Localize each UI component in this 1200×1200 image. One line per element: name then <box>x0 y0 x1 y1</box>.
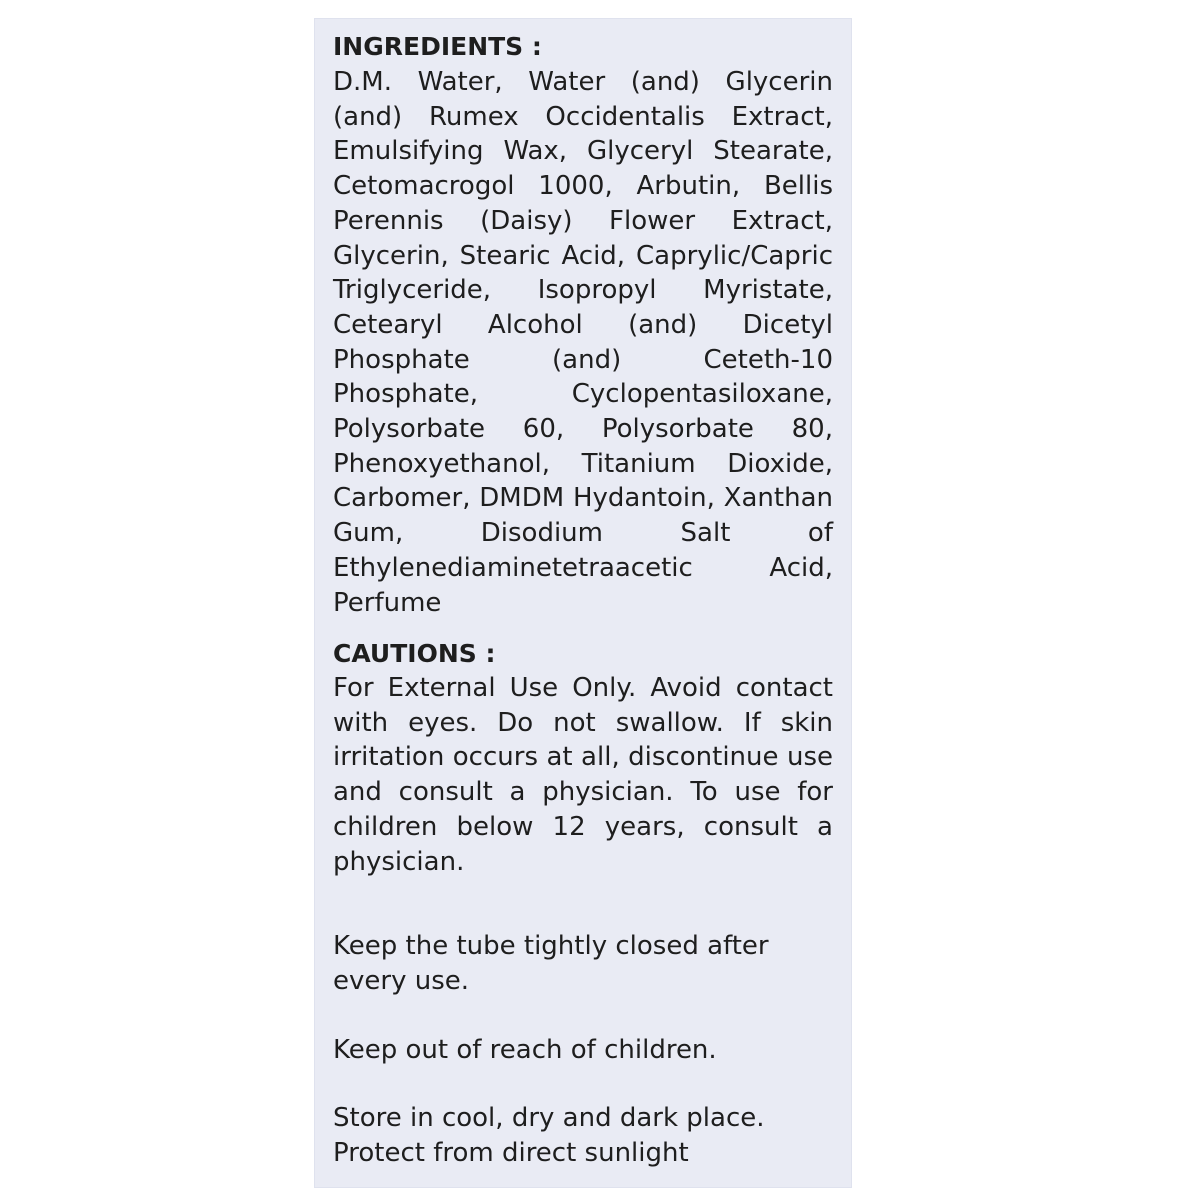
cautions-heading: CAUTIONS : <box>333 639 496 668</box>
storage-note-tube-closed: Keep the tube tightly closed after every use. <box>333 931 769 996</box>
storage-note-cool-dry-place: Store in cool, dry and dark place. Protect from direct sunlight <box>333 1103 765 1168</box>
cautions-text: For External Use Only. Avoid contact with eyes. Do not swallow. If skin irritation occurs at all, discontinue use and consult a physician. To use for children below 12 years, consult a physician. <box>333 673 833 877</box>
storage-note-children: Keep out of reach of children. <box>333 1035 717 1065</box>
ingredients-heading: INGREDIENTS : <box>333 32 542 61</box>
ingredients-list: D.M. Water, Water (and) Glycerin (and) Rumex Occidentalis Extract, Emulsifying Wax, Glyceryl Stearate, Cetomacrogol 1000, Arbutin, Bellis Perennis (Daisy) Flower Extract, Glycerin, Stearic Acid, Caprylic/Capric Triglyceride, Isopropyl Myristate, Cetearyl Alcohol (and) Dicetyl Phosphate (and) Ceteth-10 Phosphate, Cyclopentasiloxane, Polysorbate 60, Polysorbate 80, Phenoxyethanol, Titanium Dioxide, Carbomer, DMDM Hydantoin, Xanthan Gum, Disodium Salt of Ethylenediaminetetraacetic Acid, Perfume <box>333 67 833 618</box>
